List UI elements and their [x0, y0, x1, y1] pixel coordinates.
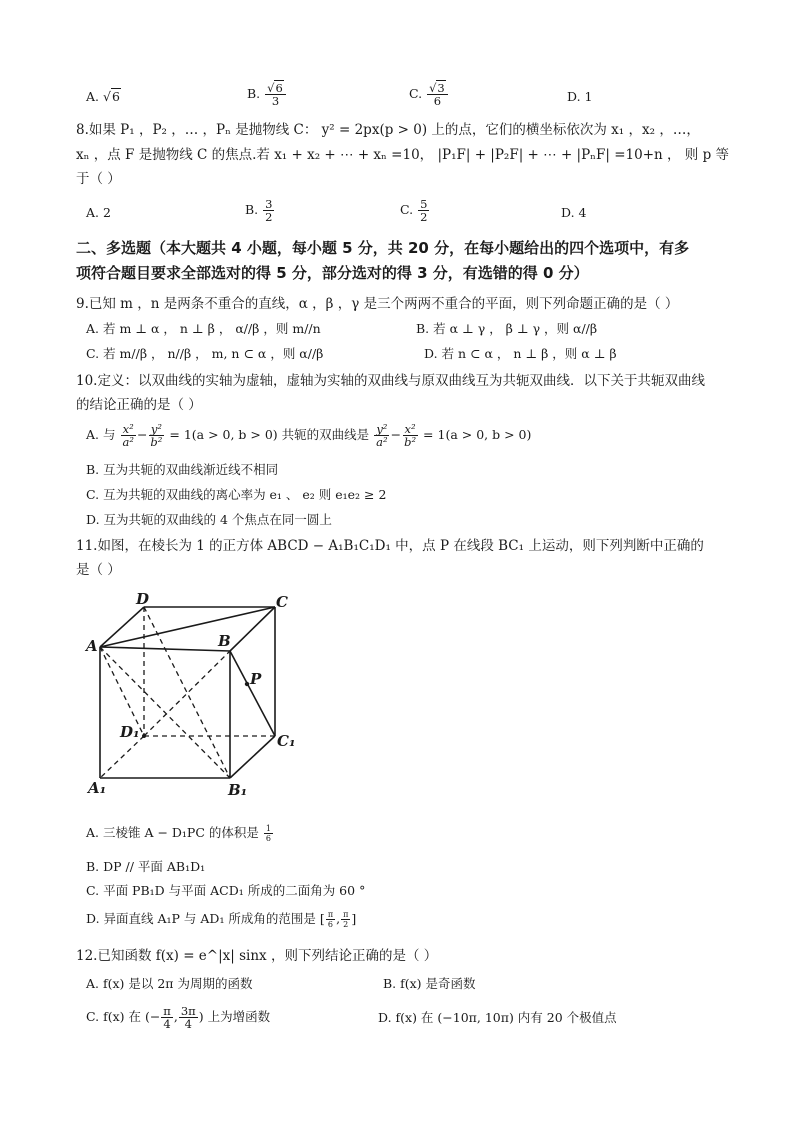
hidden-edge-ab1 [100, 647, 230, 778]
label-c: C [276, 593, 288, 611]
q11-option-b: B. DP // 平面 AB₁D₁ [86, 859, 206, 874]
q8-option-b-fraction [263, 198, 274, 223]
q8-stem-line3: 于（ ） [76, 171, 121, 187]
q10-option-b: B. 互为共轭的双曲线渐近线不相同 [86, 462, 279, 477]
q7-option-b-numerator: 6 [275, 81, 283, 95]
q7-option-c-fraction: $\frac{√3}{6}$ [427, 82, 448, 107]
q12-option-a: A. f(x) 是以 2π 为周期的函数 [86, 976, 253, 991]
q12-stem: 12.已知函数 f(x) = e^|x| sinx ，则下列结论正确的是（ ） [76, 948, 438, 964]
x2-over-b2: $\frac{\text{x²}}{\text{b²}}$ [404, 422, 417, 449]
y2-over-a2: $\frac{\text{y²}}{\text{a²}}$ [376, 422, 388, 449]
q11-option-a-text: A. 三棱锥 A − D₁PC 的体积是 [86, 825, 259, 840]
q9-stem: 9.已知 m ，n 是两条不重合的直线，α ，β ，γ 是三个两两不重合的平面，则下列命题正确的是（ ） [76, 296, 679, 312]
edge-cb [230, 607, 275, 651]
label-a1: A₁ [88, 779, 107, 797]
q10-option-a-prefix: A. 与 [86, 427, 116, 442]
q7-option-a-value: 6 [111, 89, 120, 104]
q10-option-a: A. 与 $\frac{\text{x²}}{\text{a²}}$ − $\frac{\text{y²}}{\text{b²}}$ = 1(a > 0, b > 0) 共轭的双曲线是 $\frac{\text{y²}}{\text{a²}}$ − $\frac{\text{x²}}{\text{b²}}$ = 1(a > 0, b > 0) [86, 422, 532, 449]
q7-option-c-label: C. [409, 86, 423, 101]
pi-over-6: $\frac{\pi}{6}$ [327, 910, 334, 929]
hidden-edge-d1b [144, 651, 230, 736]
3pi-over-4: $\frac{3\pi}{4}$ [180, 1004, 196, 1031]
q11-option-d-text: D. 异面直线 A₁P 与 AD₁ 所成角的范围是 [86, 911, 316, 926]
q7-option-c-numerator: 3 [437, 81, 445, 95]
q8-option-c-denominator: 2 [420, 210, 428, 224]
section-heading-line2: 项符合题目要求全部选对的得 5 分，部分选对的得 3 分，有选错的得 0 分） [76, 264, 589, 282]
q8-option-c-label: C. [400, 202, 414, 217]
q8-stem-line2: xₙ ，点 F 是抛物线 C 的焦点.若 x₁ + x₂ + ⋯ + xₙ =10， |P₁F| + |P₂F| + ⋯ + |PₙF| =10+n ， 则 p 等 [76, 147, 730, 163]
q8-option-b [245, 198, 275, 223]
cube-figure [80, 590, 310, 805]
pi-over-4: $\frac{\pi}{4}$ [163, 1004, 171, 1031]
edge-ac [100, 607, 275, 647]
label-a: A [86, 637, 98, 655]
q10-option-d: D. 互为共轭的双曲线的 4 个焦点在同一圆上 [86, 512, 332, 527]
edge-bc1 [230, 651, 275, 736]
q8-option-a: A. 2 [86, 205, 111, 220]
q8-option-c-fraction [418, 198, 429, 223]
q10-stem-line2: 的结论正确的是（ ） [76, 397, 202, 413]
q11-option-a [86, 824, 274, 843]
q11-option-c: C. 平面 PB₁D 与平面 ACD₁ 所成的二面角为 60 ° [86, 883, 366, 898]
q8-option-b-numerator: 3 [265, 197, 273, 211]
label-p: P [250, 670, 262, 688]
q7-option-a [86, 89, 121, 105]
label-d: D [136, 590, 150, 608]
q12-option-b: B. f(x) 是奇函数 [383, 976, 476, 991]
q11-stem-line1: 11.如图，在棱长为 1 的正方体 ABCD − A₁B₁C₁D₁ 中，点 P 在线段 BC₁ 上运动，则下列判断中正确的 [76, 538, 704, 554]
label-b1: B₁ [228, 781, 248, 799]
hidden-edge-d1a1 [100, 736, 144, 778]
q8-option-d: D. 4 [561, 205, 587, 220]
q7-option-b [247, 82, 287, 107]
q7-option-d: D. 1 [567, 89, 593, 104]
q10-stem-line1: 10.定义：以双曲线的实轴为虚轴，虚轴为实轴的双曲线与原双曲线互为共轭双曲线．以下关于共轭双曲线 [76, 373, 705, 389]
label-b: B [218, 632, 231, 650]
q8-option-c-numerator: 5 [420, 197, 428, 211]
q10-option-c: C. 互为共轭的双曲线的离心率为 e₁ 、 e₂ 则 e₁e₂ ≥ 2 [86, 487, 387, 502]
q8-stem-line1: 8.如果 P₁ ，P₂ ，… ，Pₙ 是抛物线 C： y² = 2px(p > 0) 上的点，它们的横坐标依次为 x₁ ，x₂ ，…， [76, 122, 700, 138]
point-p-dot [245, 682, 249, 686]
q11-option-a-fraction: $\frac{1}{6}$ [265, 824, 271, 843]
point-d1-dot [142, 734, 146, 738]
y2-over-b2: $\frac{\text{y²}}{\text{b²}}$ [150, 422, 163, 449]
q12-option-c: C. f(x) 在 (− $\frac{\pi}{4}$ , $\frac{3\pi}{4}$ ) 上为增函数 [86, 1004, 271, 1031]
x2-over-a2: $\frac{\text{x²}}{\text{a²}}$ [122, 422, 134, 449]
q10-option-a-suffix: = 1(a > 0, b > 0) [419, 427, 532, 442]
q7-option-b-label: B. [247, 86, 261, 101]
q11-option-d: D. 异面直线 A₁P 与 AD₁ 所成角的范围是 [ $\frac{\pi}{6}$ , $\frac{\pi}{2}$ ] [86, 910, 357, 929]
pi-over-2: $\frac{\pi}{2}$ [343, 910, 349, 929]
q7-option-b-fraction: $\frac{√6}{3}$ [265, 82, 286, 107]
label-c1: C₁ [277, 732, 296, 750]
q10-option-a-middle: = 1(a > 0, b > 0) 共轭的双曲线是 [165, 427, 370, 442]
q12-option-c-suffix: ) 上为增函数 [198, 1009, 271, 1024]
q8-option-c [400, 198, 430, 223]
q7-option-a-label: A. [86, 89, 100, 104]
q9-option-b: B. 若 α ⊥ γ ， β ⊥ γ ，则 α//β [416, 321, 598, 336]
label-d1: D₁ [120, 723, 140, 741]
q9-option-d: D. 若 n ⊂ α ， n ⊥ β ，则 α ⊥ β [424, 346, 617, 361]
q12-option-d: D. f(x) 在 (−10π, 10π) 内有 20 个极值点 [378, 1010, 617, 1025]
q12-option-c-prefix: C. f(x) 在 (− [86, 1009, 161, 1024]
q8-option-b-label: B. [245, 202, 259, 217]
sqrt-sign: √ [103, 89, 111, 104]
q7-option-b-denominator: 3 [271, 94, 280, 108]
section-heading-line1: 二、多选题（本大题共 4 小题，每小题 5 分，共 20 分，在每小题给出的四个选项中，有多 [76, 239, 690, 257]
edge-c1b1 [230, 736, 275, 778]
q7-option-c [409, 82, 449, 107]
q11-stem-line2: 是（ ） [76, 562, 121, 578]
q9-option-a: A. 若 m ⊥ α ， n ⊥ β ， α//β ，则 m//n [86, 321, 321, 336]
q7-option-c-denominator: 6 [433, 94, 442, 108]
q8-option-b-denominator: 2 [265, 210, 273, 224]
q9-option-c: C. 若 m//β ， n//β ， m, n ⊂ α ，则 α//β [86, 346, 324, 361]
edge-ad [100, 607, 144, 647]
